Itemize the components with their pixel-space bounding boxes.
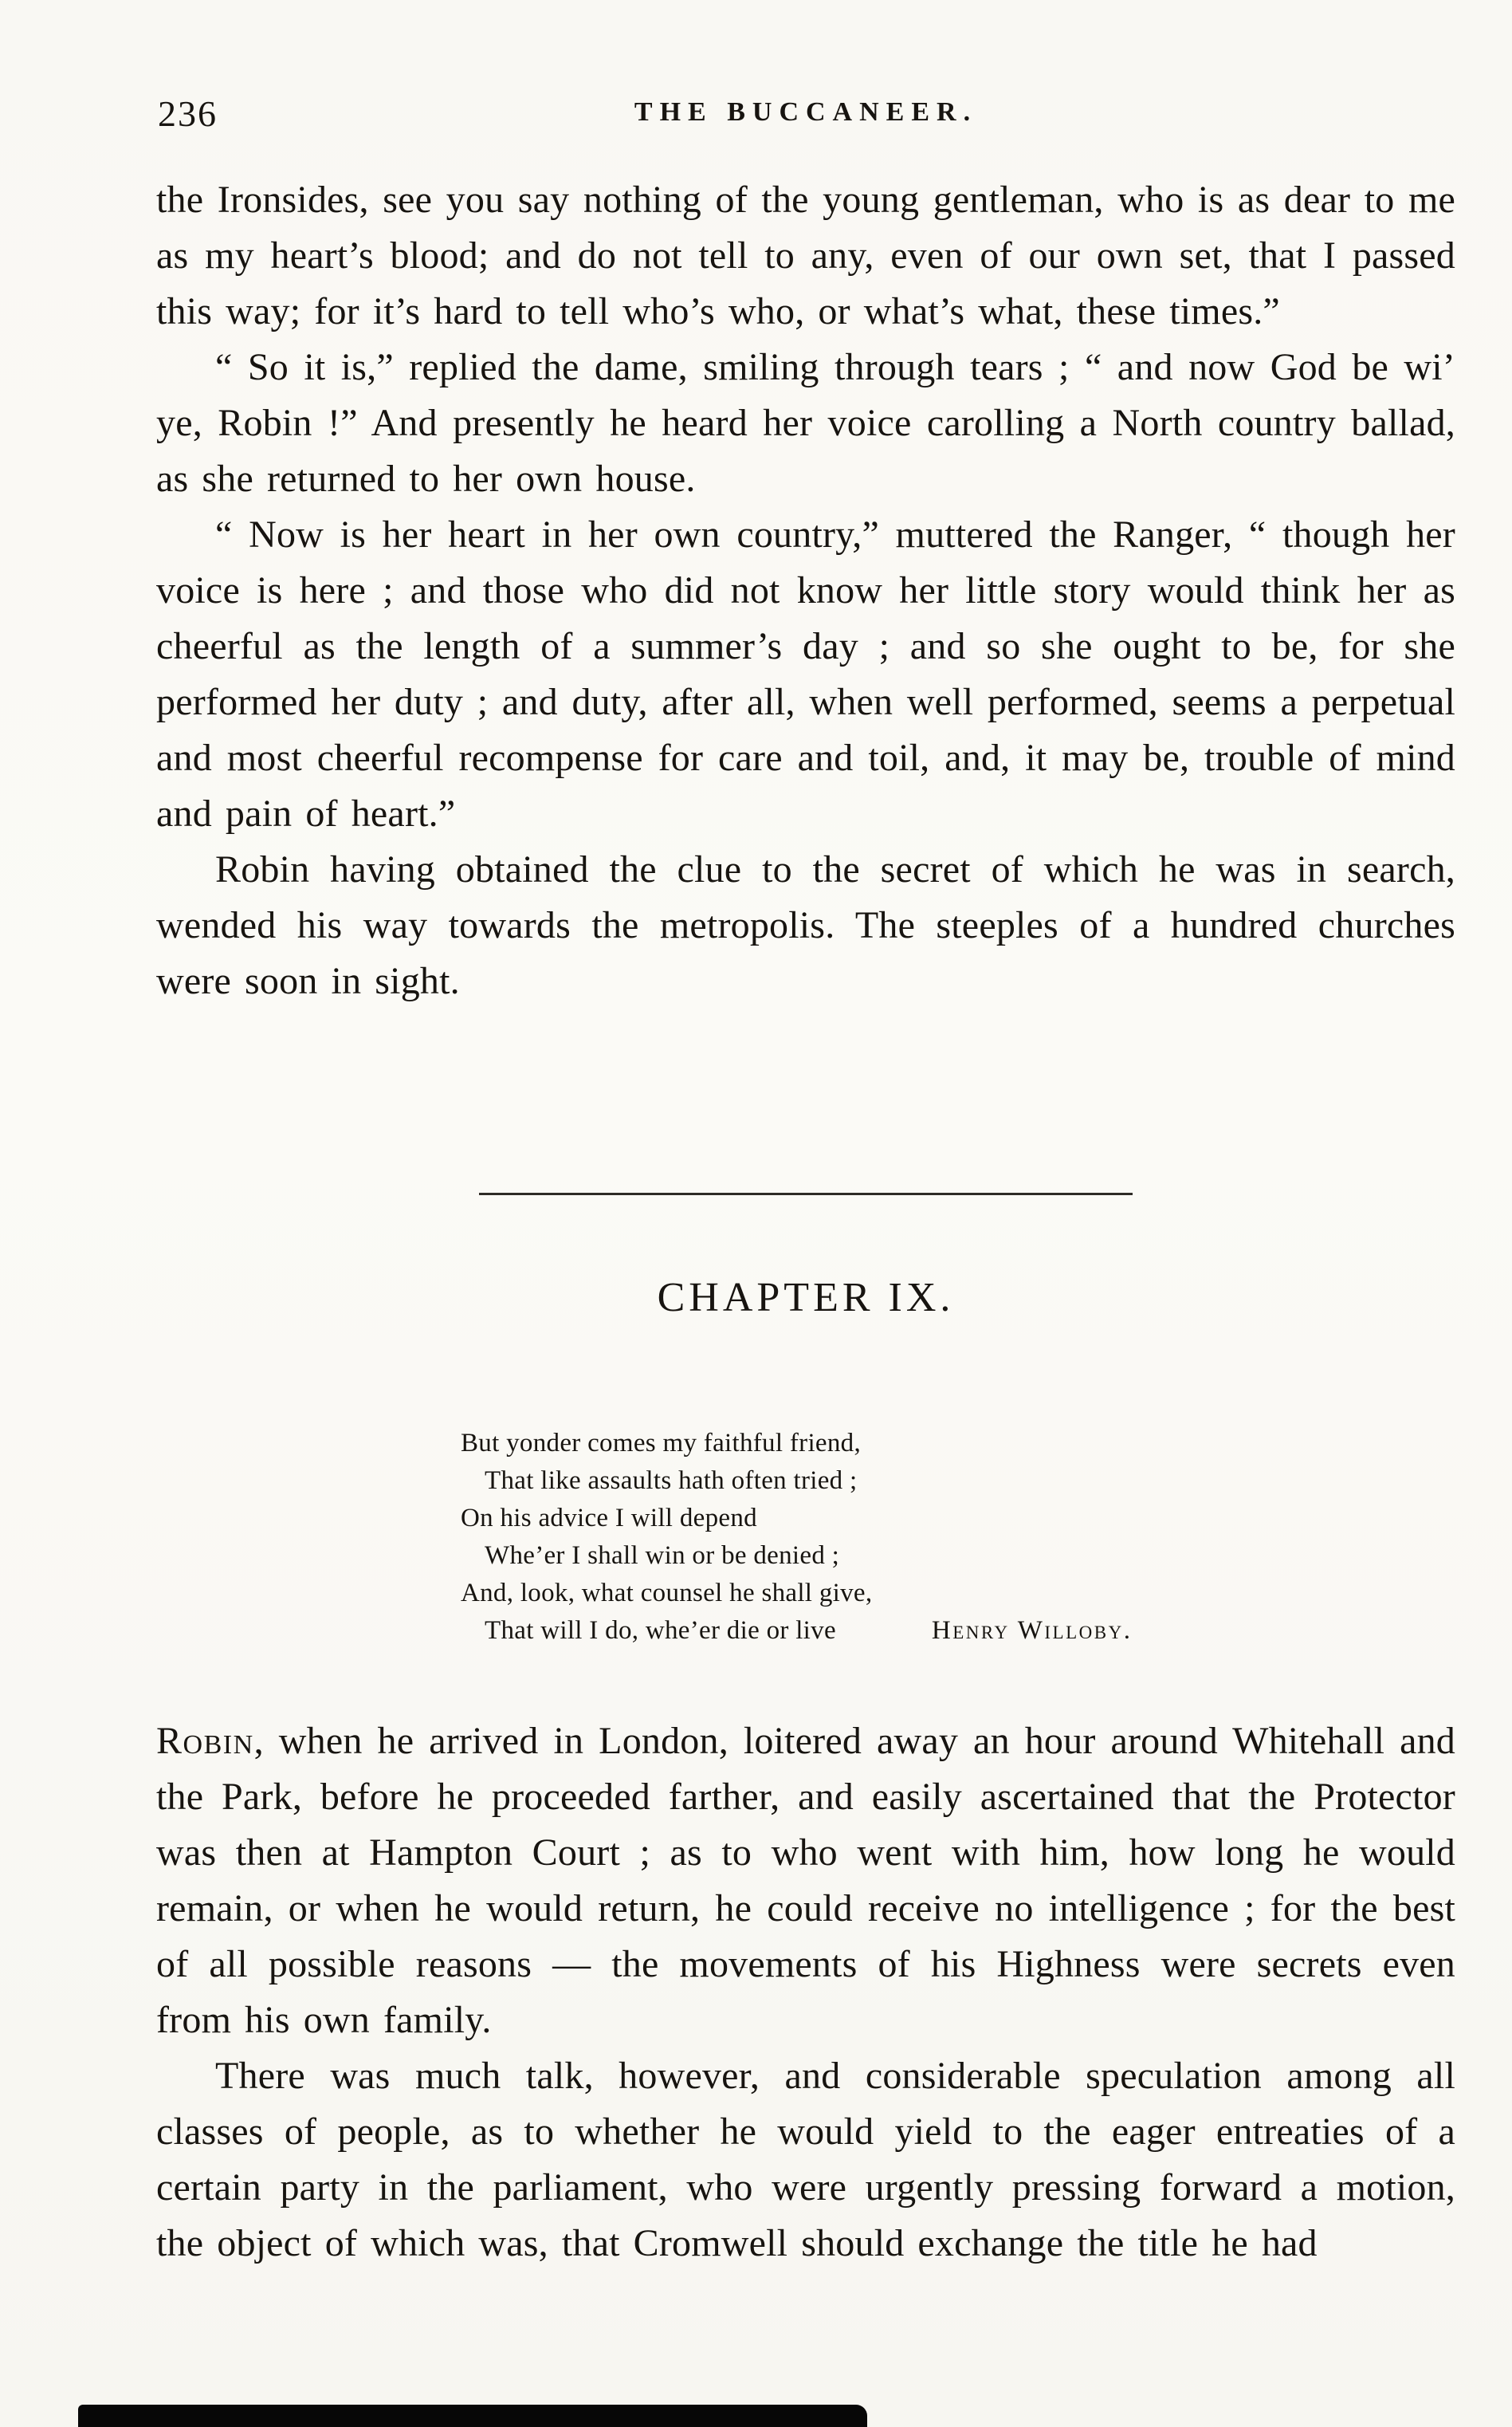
paragraph-lead-smallcaps: Robin bbox=[156, 1720, 254, 1762]
paragraph: “ Now is her heart in her own country,” muttered the Ranger, “ though her voice is here ; and those who did not know her little story would think her as cheerful as the length of a summer’s day ; and so she ought to be, for she performed her duty ; and duty, after all, when well performed, seems a perpetual and most cheerful recompense for care and toil, and, it may be, trouble of mind and pain of heart.” bbox=[156, 513, 1455, 835]
epigraph-line: That like assaults hath often tried ; bbox=[485, 1466, 858, 1495]
paragraph: Robin having obtained the clue to the secret of which he was in search, wended his way towards the metropolis. The steeples of a hundred churches were soon in sight. bbox=[156, 848, 1455, 1002]
epigraph-line-text: That will I do, whe’er die or live bbox=[485, 1616, 836, 1645]
epigraph-line: And, look, what counsel he shall give, bbox=[461, 1579, 873, 1607]
text-column bbox=[156, 0, 1455, 2272]
paragraph: There was much talk, however, and considerable speculation among all classes of people, as to whether he would yield to the eager entreaties of a certain party in the parliament, who were urgently pressing forward a motion, the object of which was, that Cromwell should exchange the title he had bbox=[156, 2055, 1455, 2264]
epigraph-line bbox=[461, 1612, 1455, 1650]
epigraph-line: Whe’er I shall win or be denied ; bbox=[485, 1541, 840, 1570]
paragraph bbox=[156, 1713, 1455, 2048]
epigraph-line: But yonder comes my faithful friend, bbox=[461, 1429, 862, 1457]
running-head bbox=[156, 92, 1455, 136]
chapter-epigraph bbox=[461, 1425, 1455, 1650]
paragraph: the Ironsides, see you say nothing of the young gentleman, who is as dear to me as my heart’s blood; and do not tell to any, even of our own set, that I passed this way; for it’s hard to tell who’s who, or what’s what, these times.” bbox=[156, 179, 1455, 332]
section-divider bbox=[479, 1193, 1133, 1195]
chapter-body bbox=[156, 1713, 1455, 2272]
page-number: 236 bbox=[158, 93, 218, 134]
running-title: THE BUCCANEER. bbox=[634, 97, 978, 127]
epigraph-line: On his advice I will depend bbox=[461, 1504, 757, 1532]
paragraph: “ So it is,” replied the dame, smiling through tears ; “ and now God be wi’ ye, Robin !” And presently he heard her voice carolling a North country ballad, as she returned to her own house. bbox=[156, 346, 1455, 500]
page-body bbox=[156, 172, 1455, 1009]
scan-artifact-bottom bbox=[78, 2405, 867, 2427]
epigraph-attribution: Henry Willoby. bbox=[931, 1616, 1133, 1645]
chapter-heading: CHAPTER IX. bbox=[657, 1275, 955, 1320]
paragraph-text: , when he arrived in London, loitered away an hour around Whitehall and the Park, before he proceeded farther, and easily ascertained that the Protector was then at Hampton Court ; as to who went with him, how long he would remain, or when he would return, he could receive no intelligence ; for the best of all possible reasons — the movements of his Highness were secrets even from his own family. bbox=[156, 1720, 1455, 2041]
